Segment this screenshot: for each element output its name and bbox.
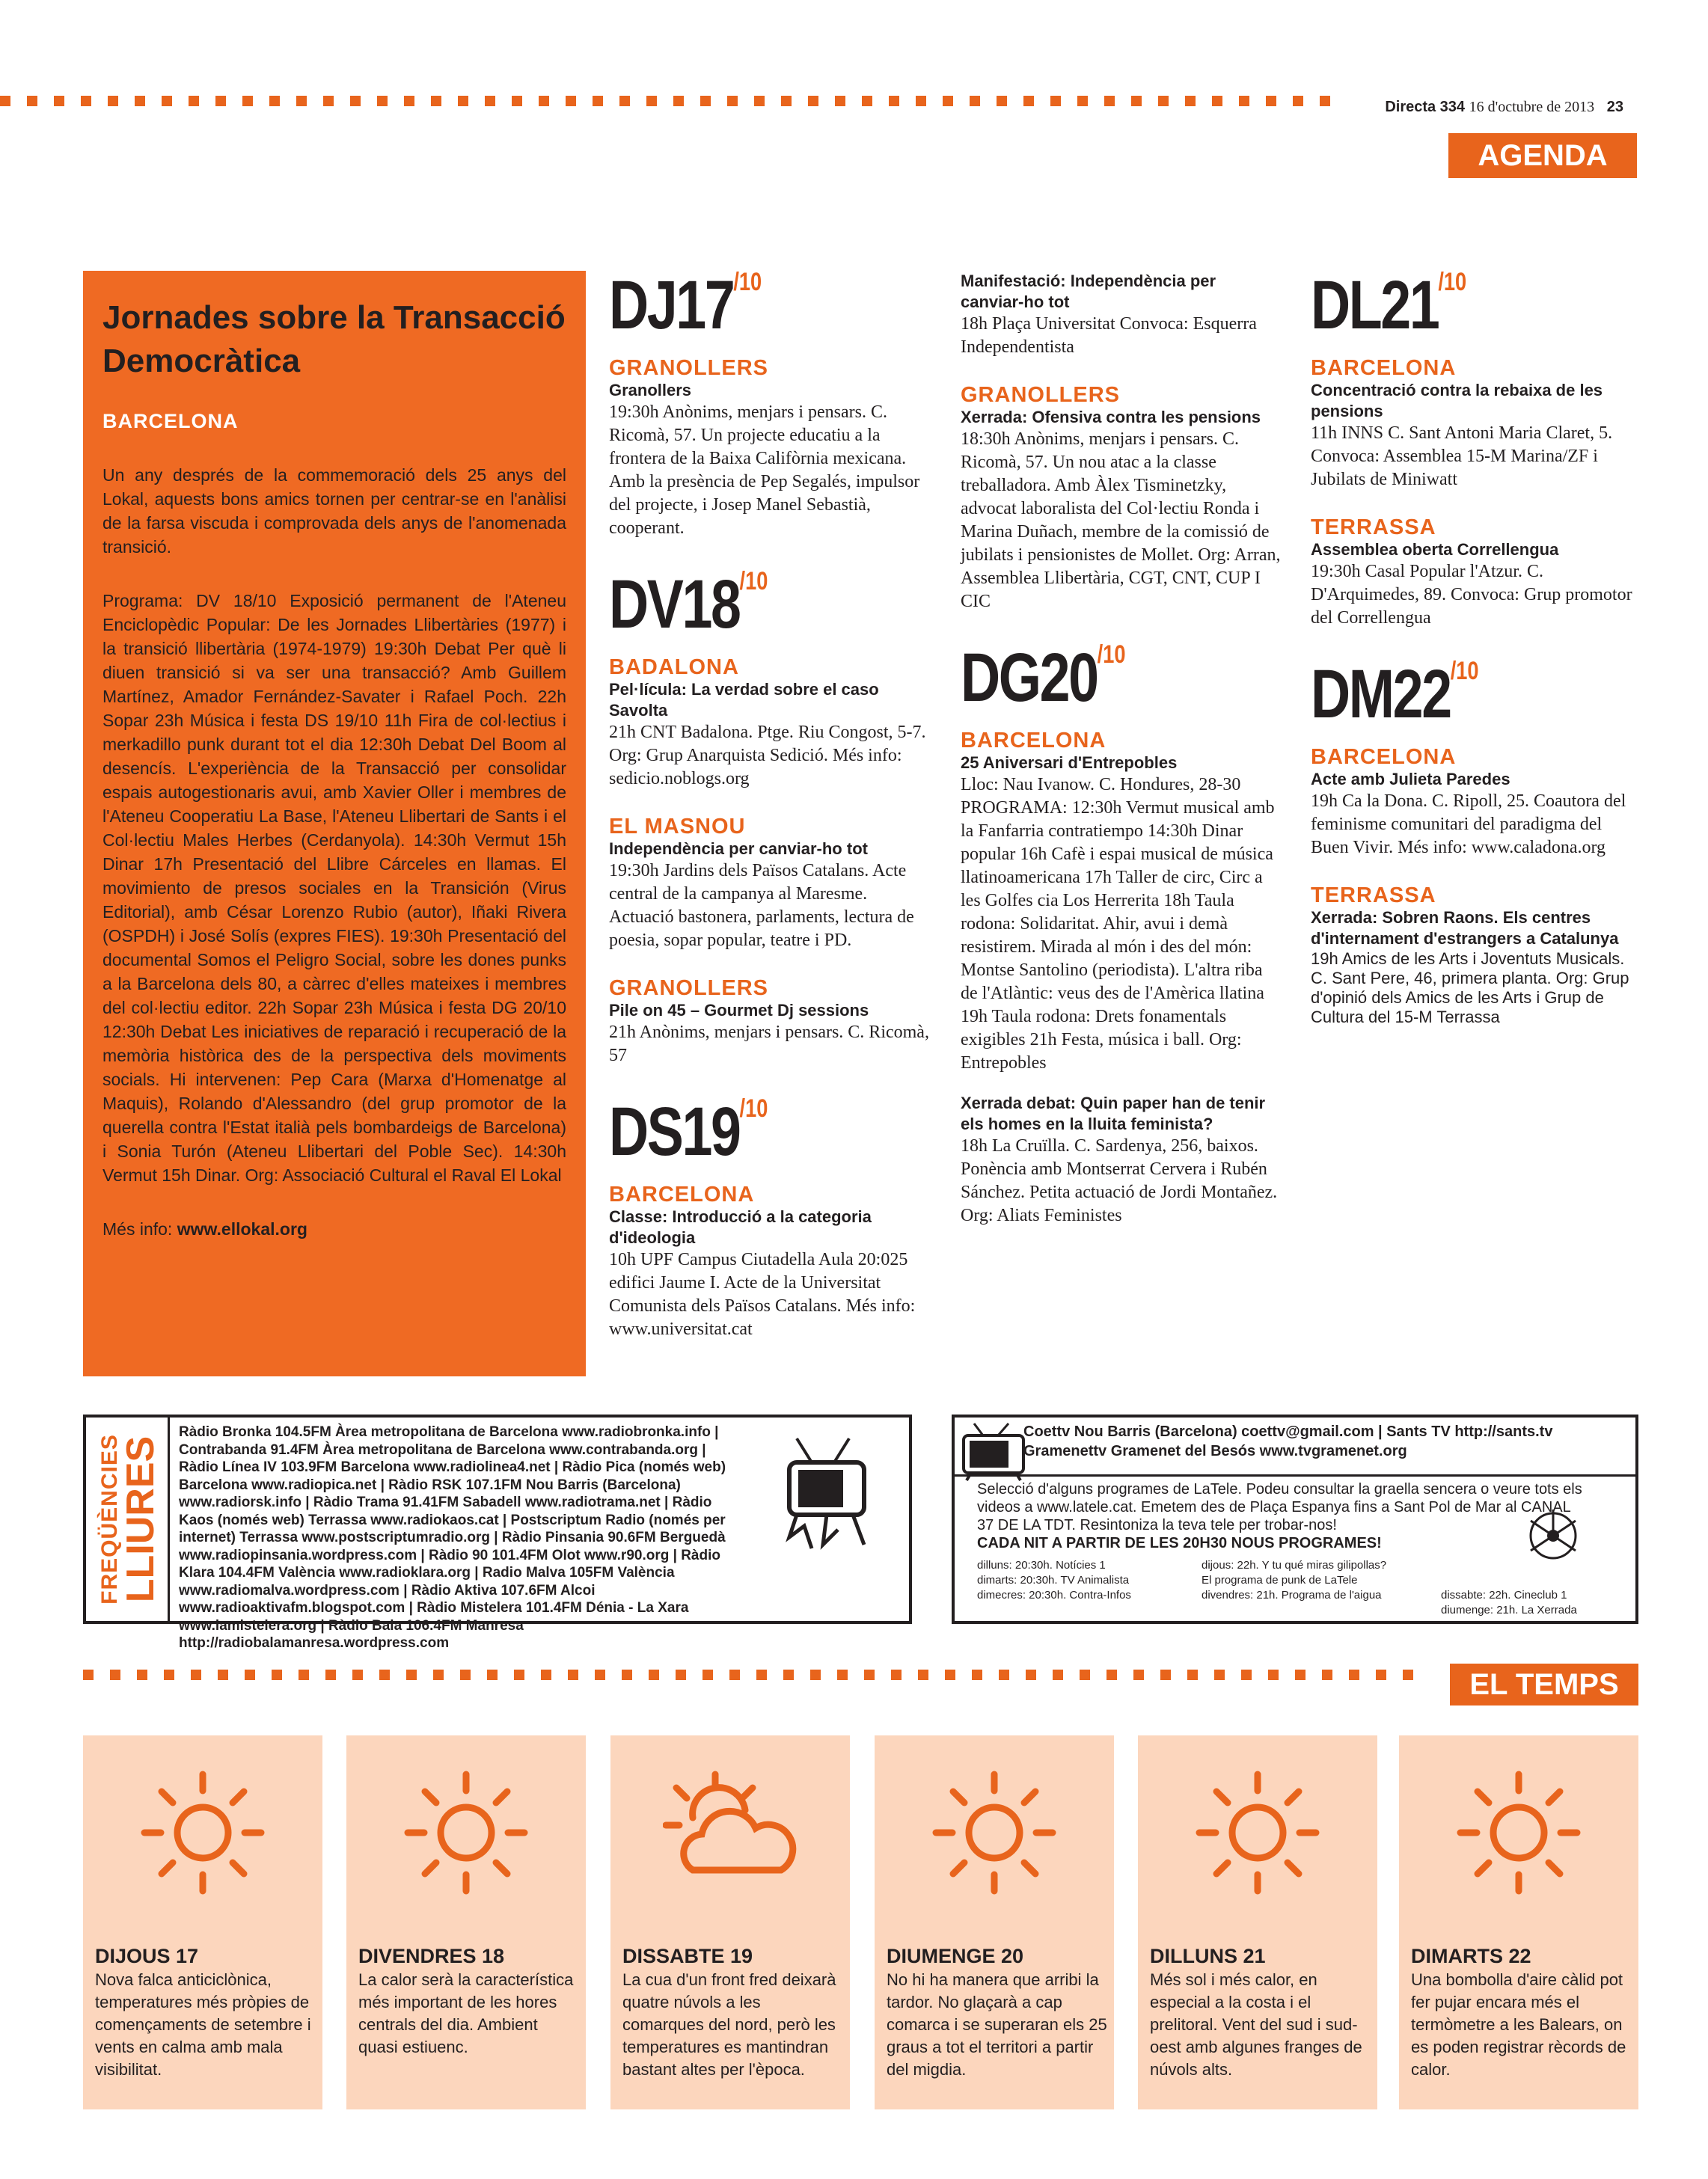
day-heading-dv18 [609, 566, 866, 643]
radio-list: Ràdio Bronka 104.5FM Àrea metropolitana de Barcelona www.radiobronka.info | Contrabanda 91.4FM Àrea metropolitana de Barcelona www.contrabanda.org | Ràdio Línea IV 103.9FM Barcelona www.radiolinea4.net | Ràdio Pica (només web) Barcelona www.radiopica.net | Ràdio RSK 107.1FM Nou Barris (Barcelona) www.radiorsk.info | Ràdio Trama 91.41FM Sabadell www.radiotrama.net | Ràdio Kaos (només web) Terrassa www.radiokaos.cat | Postscriptum Radio (només per internet) Terrassa www.postscriptumradio.org | Ràdio Pinsania 90.6FM Berguedà www.radiopinsania.wordpress.com | Ràdio 90 101.4FM Olot www.r90.org | Ràdio Klara 104.4FM València www.radioklara.org | Radio Malva 105FM València www.radiomalva.wordpress.com | Ràdio Aktiva 107.6FM Alcoi www.radioaktivafm.blogspot.com | Ràdio Mistelera 101.4FM Dénia - La Xara www.lamistelera.org | Ràdio Bala 106.4FM Manresa http://radiobalamanresa.wordpress.com [179, 1424, 726, 1651]
city-label: BARCELONA [961, 729, 1106, 753]
city-label: BARCELONA [1311, 745, 1457, 769]
schedule-item: dimarts: 20:30h. TV Animalista [977, 1574, 1130, 1587]
tv-box [952, 1415, 1638, 1624]
event-body: 19:30h Jardins dels Països Catalans. Acte central de la campanya al Maresme. Actuació bastonera, parlaments, lectura de poesia, sopar popular, teatre i PD. [609, 861, 914, 950]
sun-icon [927, 1765, 1062, 1900]
city-label: TERRASSA [1311, 883, 1436, 907]
more-info-label: Més info: [102, 1219, 173, 1239]
weather-text: No hi ha manera que arribi la tardor. No glaçarà a cap comarca i se superaran els 25 graus a tot el territori a partir del migdia. [887, 1970, 1107, 2079]
event-title: Pel·lícula: La verdad sobre el caso Savolta [609, 680, 879, 720]
event-title: Xerrada debat: Quin paper han de tenir els homes en la lluita feminista? [961, 1094, 1266, 1133]
tv-divider [955, 1474, 1635, 1477]
event-title: Manifestació: Independència per canviar-ho tot [961, 272, 1216, 311]
event-title: Granollers [609, 381, 692, 399]
day-heading-dj17 [609, 267, 866, 343]
weather-section-title: EL TEMPS [1469, 1668, 1619, 1701]
schedule-item: divendres: 21h. Programa de l'aigua [1202, 1589, 1382, 1602]
city-label: GRANOLLERS [609, 356, 768, 380]
city-label: GRANOLLERS [609, 976, 768, 1000]
sun-icon [1451, 1765, 1586, 1900]
weather-day: DIVENDRES 18 [358, 1945, 505, 1967]
event-body: 19:30h Casal Popular l'Atzur. C. D'Arquimedes, 89. Convoca: Grup promotor del Correllengua [1311, 562, 1632, 628]
schedule-item: dilluns: 20:30h. Notícies 1 [977, 1559, 1106, 1572]
event-title: 25 Aniversari d'Entrepobles [961, 753, 1178, 772]
weather-card [875, 1735, 1114, 2109]
city-label: GRANOLLERS [961, 383, 1120, 407]
event-body: 19h Ca la Dona. C. Ripoll, 25. Coautora del feminisme comunitari del paradigma del Buen Vivir. Més info: www.caladona.org [1311, 791, 1626, 857]
day-label: DG20 [961, 640, 1098, 716]
page-number: 23 [1606, 99, 1623, 115]
agenda-column-4 [1311, 267, 1632, 1027]
radio-frequencies-box [83, 1415, 912, 1651]
publication-name: Directa 334 [1385, 99, 1466, 115]
event-title: Acte amb Julieta Paredes [1311, 770, 1510, 788]
more-info-link[interactable]: www.ellokal.org [177, 1219, 307, 1239]
feature-location: BARCELONA [102, 410, 239, 432]
day-label: DL21 [1311, 267, 1439, 343]
sun-cloud-icon [663, 1765, 812, 1900]
city-label: TERRASSA [1311, 515, 1436, 539]
sun-icon [135, 1765, 270, 1900]
day-month: /10 [1450, 657, 1479, 685]
schedule-item: El programa de punk de LaTele [1202, 1574, 1358, 1587]
old-tv-icon [961, 1422, 1028, 1482]
sun-icon [1190, 1765, 1325, 1900]
schedule-item: dissabte: 22h. Cineclub 1 [1441, 1589, 1567, 1602]
feature-programa: Programa: DV 18/10 Exposició permanent de l'Ateneu Enciclopèdic Popular: De les Jornades Llibertàries (1977) i la transició llibertària (1974-1979) 19:30h Debat Per què li diuen transició si va ser una transacció? Amb Guillem Martínez, Amador Fernández-Savater i Rafael Poch. 22h Sopar 23h Música i festa DS 19/10 11h Fira de col·lectius i merkadillo punk durant tot el dia 12:30h Debat Del Boom al desencís. L'experiència de la Transacció per consolidar espais autogestionaris avui, amb Xavier Oller i membres de l'Ateneu Cooperatiu La Base, l'Ateneu Llibertari de Sants i el Col·lectiu Males Herbes (Cerdanyola). 14:30h Vermut 15h Dinar 17h Presentació del Llibre Cárceles en llamas. El movimiento de presos sociales en la Transición (Virus Editorial), amb César Lorenzo Rubio (autor), Iñaki Rivera (OSPDH) i José Solís (expres FIES). 19:30h Presentació del documental Somos el Peligro Social, sobre les dones punks a la Barcelona dels 80, a càrrec d'elles mateixes i membres del col·lectiu editor. 22h Sopar 23h Música i festa DG 20/10 12:30h Debat Les iniciatives de reparació i recuperació de la memòria històrica des de la perspectiva dels moviments socials. Hi intervenen: Pep Cara (Marxa d'Homenatge al Maquis), Rolando d'Alessandro (del grup promotor de la querella contra l'Estat italià pels bombardeigs de Barcelona) i Sonia Turón (Ateneu Llibertari del Poble Sec). 14:30h Vermut 15h Dinar. Org: Associació Cultural el Raval El Lokal [102, 591, 566, 1185]
tv-line-2: Gramenettv Gramenet del Besós www.tvgramenet.org [1023, 1443, 1407, 1459]
broken-tv-icon [774, 1432, 879, 1552]
day-month: /10 [733, 268, 762, 296]
event-body: 11h INNS C. Sant Antoni Maria Claret, 5. Convoca: Assemblea 15-M Marina/ZF i Jubilats de Miniwatt [1311, 423, 1613, 489]
event-body: 19h Amics de les Arts i Joventuts Musicals. C. Sant Pere, 46, primera planta. Org: Grup d'opinió dels Amics de les Arts i Grup de Cultura del 15-M Terrassa [1311, 949, 1629, 1026]
event-body: 18h Plaça Universitat Convoca: Esquerra Independentista [961, 314, 1257, 357]
event-body: 18h La Cruïlla. C. Sardenya, 256, baixos. Ponència amb Montserrat Cervera i Rubén Sánchez. Petita actuació de Jordi Montañez. Org: Aliats Feministes [961, 1136, 1278, 1225]
day-label: DJ17 [609, 267, 734, 343]
day-heading-ds19 [609, 1094, 866, 1170]
page-header [1385, 99, 1623, 116]
weather-day: DIUMENGE 20 [887, 1945, 1024, 1967]
event-body: 19:30h Anònims, menjars i pensars. C. Ricomà, 57. Un projecte educatiu a la frontera de la Baixa Califòrnia mexicana. Amb la presència de Pep Segalés, impulsor del projecte, i Josep Manel Sebastià, cooperant. [609, 402, 920, 538]
event-body: 21h CNT Badalona. Ptge. Riu Congost, 5-7. Org: Grup Anarquista Sedició. Més info: sedicio.noblogs.org [609, 723, 926, 788]
day-label: DS19 [609, 1094, 740, 1170]
event-body: 21h Anònims, menjars i pensars. C. Ricomà, 57 [609, 1023, 929, 1065]
weather-card [1138, 1735, 1377, 2109]
day-heading-dm22 [1311, 656, 1568, 732]
event-title: Classe: Introducció a la categoria d'ideologia [609, 1207, 872, 1247]
event-body: 10h UPF Campus Ciutadella Aula 20:025 edifici Jaume I. Acte de la Universitat Comunista dels Països Catalans. Més info: www.universitat.cat [609, 1250, 916, 1339]
radio-label-line1: FREQÜÈNCIES [97, 1434, 122, 1605]
event-title: Xerrada: Sobren Raons. Els centres d'internament d'estrangers a Catalunya [1311, 908, 1619, 948]
day-label: DM22 [1311, 656, 1451, 732]
weather-day: DILLUNS 21 [1150, 1945, 1266, 1967]
event-body: 18:30h Anònims, menjars i pensars. C. Ricomà, 57. Un nou atac a la classe treballadora. Amb Àlex Tisminetzky, advocat laboralista del Col·lectiu Ronda i Marina Duñach, membre de la comissió de jubilats i pensionistes de Mollet. Org: Arran, Assemblea Llibertària, CGT, CNT, CUP I CIC [961, 429, 1281, 611]
tv-line-1: Coettv Nou Barris (Barcelona) coettv@gmail.com | Sants TV http://sants.tv [1023, 1423, 1553, 1440]
day-label: DV18 [609, 566, 740, 643]
event-title: Pile on 45 – Gourmet Dj sessions [609, 1001, 869, 1020]
schedule-item: dimecres: 20:30h. Contra-Infos [977, 1589, 1131, 1602]
day-heading-dg20 [961, 640, 1218, 716]
weather-text: La calor serà la característica més important de les hores centrals del dia. Ambient quasi estiuenc. [358, 1970, 574, 2056]
city-label: BARCELONA [1311, 356, 1457, 380]
weather-card [1399, 1735, 1638, 2109]
sun-icon [399, 1765, 533, 1900]
radio-label-line2: LLIURES [119, 1435, 162, 1603]
city-label: EL MASNOU [609, 815, 746, 839]
weather-text: Més sol i més calor, en especial a la costa i el prelitoral. Vent del sud i sud-oest amb algunes franges de núvols alts. [1150, 1970, 1362, 2079]
latele-cada-nit: CADA NIT A PARTIR DE LES 20H30 NOUS PROGRAMES! [977, 1535, 1382, 1551]
day-heading-dl21 [1311, 267, 1568, 343]
weather-day: DISSABTE 19 [622, 1945, 753, 1967]
agenda-column-2 [609, 267, 931, 1341]
section-title: AGENDA [1478, 139, 1608, 172]
latele-text: Selecció d'alguns programes de LaTele. Podeu consultar la graella sencera o veure tots els videos a www.latele.cat. Emetem des de Plaça Espanya fins a Sant Pol de Mar al CANAL 37 DE LA TDT. Resintoniza la teva tele per trobar-nos! [977, 1481, 1582, 1533]
top-dash-rule [0, 96, 1339, 106]
day-month: /10 [1438, 268, 1467, 296]
issue-date: 16 d'octubre de 2013 [1469, 99, 1595, 115]
schedule-item: dijous: 22h. Y tu qué miras gilipollas? [1202, 1559, 1387, 1572]
section-tag-weather [1450, 1664, 1638, 1705]
agenda-column-3 [961, 271, 1282, 1228]
event-title: Independència per canviar-ho tot [609, 839, 868, 858]
feature-title: Jornades sobre la Transacció Democràtica [102, 299, 566, 379]
day-month: /10 [739, 567, 768, 595]
weather-text: Una bombolla d'aire càlid pot fer pujar encara més el termòmetre a les Balears, on es poden registrar rècords de calor. [1411, 1970, 1626, 2079]
city-label: BADALONA [609, 655, 739, 679]
radio-vertical-label [86, 1418, 170, 1621]
weather-card [83, 1735, 322, 2109]
weather-card [610, 1735, 850, 2109]
event-title: Xerrada: Ofensiva contra les pensions [961, 408, 1261, 426]
weather-card [346, 1735, 586, 2109]
event-title: Concentració contra la rebaixa de les pensions [1311, 381, 1603, 420]
city-label: BARCELONA [609, 1183, 755, 1207]
feature-intro: Un any després de la commemoració dels 25 anys del Lokal, aquests bons amics tornen per centrar-se en l'anàlisi de la farsa viscuda i comprovada dels anys de l'anomenada transició. [102, 465, 566, 557]
section-tag-agenda [1448, 133, 1637, 178]
weather-text: La cua d'un front fred deixarà quatre núvols a les comarques del nord, però les temperatures es mantindran bastant altes per l'època. [622, 1970, 836, 2079]
weather-day: DIMARTS 22 [1411, 1945, 1531, 1967]
feature-box-jornades [83, 271, 586, 1376]
schedule-item: diumenge: 21h. La Xerrada [1441, 1604, 1577, 1616]
spider-icon [1523, 1506, 1583, 1566]
event-title: Assemblea oberta Correllengua [1311, 540, 1559, 559]
weather-text: Nova falca anticiclònica, temperatures més pròpies de començaments de setembre i vents en calma amb mala visibilitat. [95, 1970, 311, 2079]
weather-dash-rule [83, 1670, 1430, 1680]
weather-day: DIJOUS 17 [95, 1945, 199, 1967]
event-body: Lloc: Nau Ivanow. C. Hondures, 28-30 PROGRAMA: 12:30h Vermut musical amb la Fanfarria contratiempo 14:30h Dinar popular 16h Cafè i espai musical de música llatinoamericana 17h Taller de circ, Circ a les Golfes cia Los Herrerita 18h Taula rodona: Solidaritat. Ahir, avui i demà resistirem. Mirada al món i des del món: Montse Santolino (periodista). L'altra riba de l'Atlàntic: veus des de l'Amèrica llatina 19h Taula rodona: Drets fonamentals exigibles 21h Festa, música i ball. Org: Entrepobles [961, 775, 1275, 1073]
feature-more-info [102, 1217, 566, 1241]
day-month: /10 [739, 1094, 768, 1123]
day-month: /10 [1097, 640, 1126, 669]
